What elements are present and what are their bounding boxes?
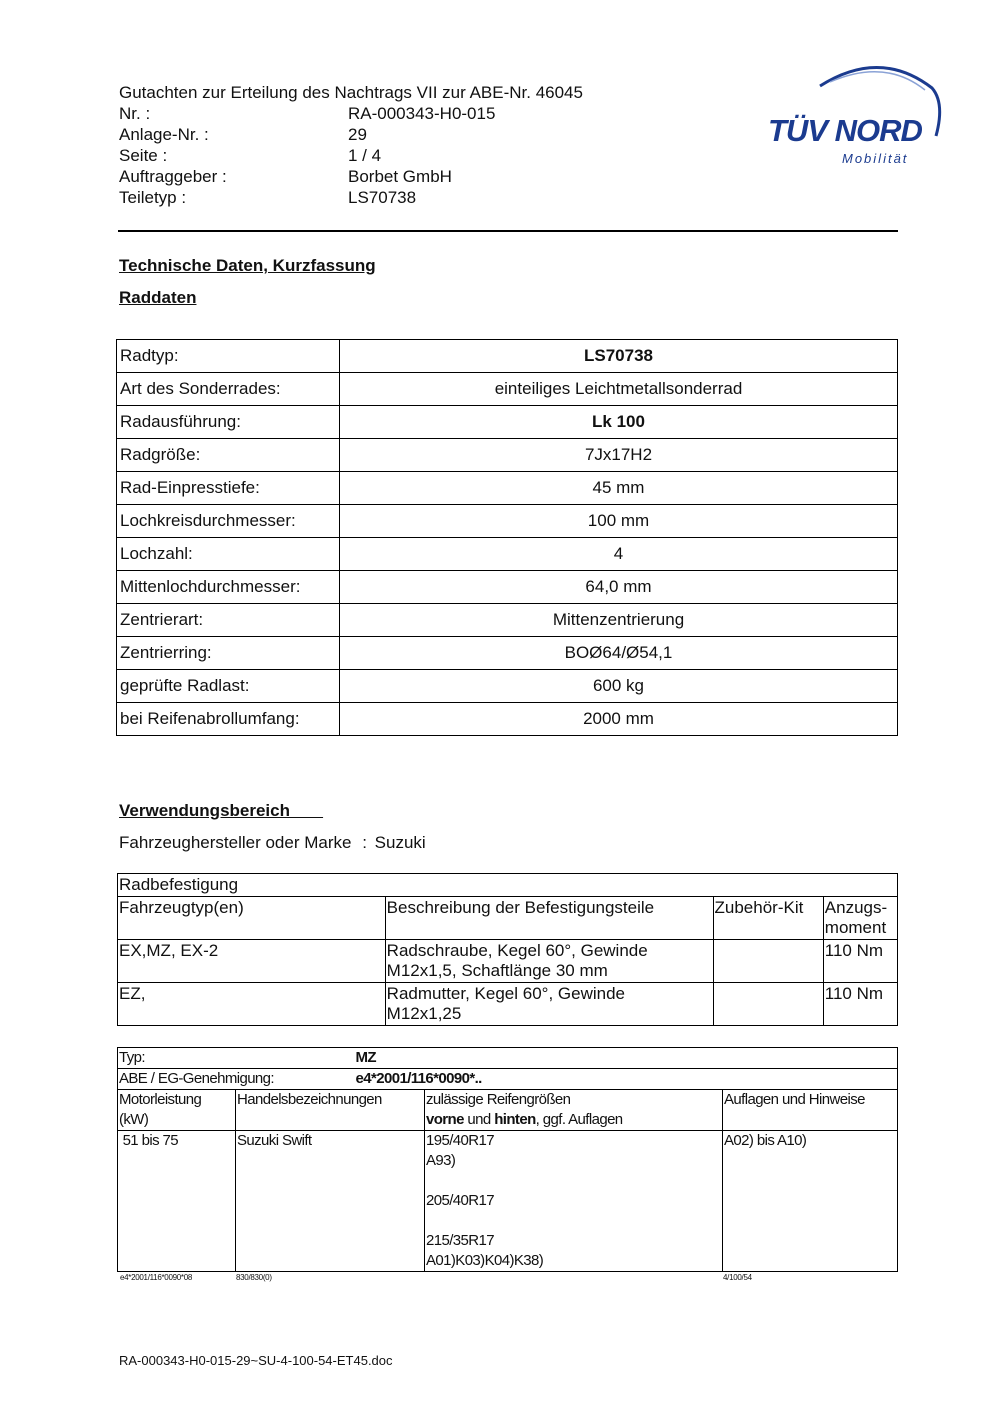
header-field-value: RA-000343-H0-015 bbox=[348, 104, 496, 123]
typ-table bbox=[117, 1047, 898, 1272]
header-field-value: Borbet GmbH bbox=[348, 167, 452, 186]
typ-value: MZ bbox=[236, 1048, 898, 1069]
raddaten-label: Lochkreisdurchmesser: bbox=[117, 505, 340, 538]
logo-wordmark: TÜV NORD bbox=[768, 113, 922, 148]
document-title: Gutachten zur Erteilung des Nachtrags VII zur ABE-Nr. 46045 bbox=[119, 83, 583, 102]
raddaten-row bbox=[117, 373, 898, 406]
row-handelsbezeichnung: Suzuki Swift bbox=[236, 1131, 425, 1272]
hersteller-separator: : bbox=[362, 833, 367, 852]
radbefestigung-title: Radbefestigung bbox=[118, 874, 898, 897]
raddaten-label: Mittenlochdurchmesser: bbox=[117, 571, 340, 604]
raddaten-row bbox=[117, 406, 898, 439]
raddaten-value: 7Jx17H2 bbox=[340, 439, 898, 472]
header-motorleistung: Motorleistung (kW) bbox=[118, 1090, 236, 1131]
header-reifengroessen: zulässige Reifengrößen vorne und hinten, ggf. Auflagen bbox=[425, 1090, 723, 1131]
radbefestigung-header: Fahrzeugtyp(en) bbox=[118, 897, 386, 940]
raddaten-label: Radgröße: bbox=[117, 439, 340, 472]
abe-label: ABE / EG-Genehmigung: bbox=[118, 1069, 425, 1090]
raddaten-row bbox=[117, 637, 898, 670]
header-field-label: Nr. : bbox=[119, 104, 151, 123]
radbefestigung-cell: Radschraube, Kegel 60°, Gewinde M12x1,5, Schaftlänge 30 mm bbox=[385, 940, 713, 983]
logo-subtitle: Mobilität bbox=[842, 151, 909, 166]
raddaten-row bbox=[117, 538, 898, 571]
section-raddaten: Raddaten bbox=[119, 288, 197, 307]
raddaten-row bbox=[117, 604, 898, 637]
radbefestigung-header: Anzugs- moment bbox=[823, 897, 897, 940]
radbefestigung-cell: EX,MZ, EX-2 bbox=[118, 940, 386, 983]
abe-value: e4*2001/116*0090*.. bbox=[425, 1069, 898, 1090]
raddaten-row bbox=[117, 472, 898, 505]
raddaten-label: Zentrierring: bbox=[117, 637, 340, 670]
raddaten-label: Lochzahl: bbox=[117, 538, 340, 571]
hersteller-label: Fahrzeughersteller oder Marke bbox=[119, 833, 352, 852]
raddaten-row bbox=[117, 670, 898, 703]
footnote-approval: e4*2001/116*0090*08 bbox=[120, 1273, 193, 1282]
radbefestigung-row bbox=[118, 940, 898, 983]
section-verwendungsbereich: Verwendungsbereich bbox=[119, 801, 290, 820]
raddaten-value: einteiliges Leichtmetallsonderrad bbox=[340, 373, 898, 406]
raddaten-label: Rad-Einpresstiefe: bbox=[117, 472, 340, 505]
raddaten-value: 4 bbox=[340, 538, 898, 571]
header-field-label: Seite : bbox=[119, 146, 168, 165]
row-motorleistung: 51 bis 75 bbox=[118, 1131, 236, 1272]
radbefestigung-cell bbox=[713, 983, 823, 1026]
header-field-value: LS70738 bbox=[348, 188, 417, 207]
raddaten-value: 64,0 mm bbox=[340, 571, 898, 604]
header-field-label: Teiletyp : bbox=[119, 188, 187, 207]
hersteller-value: Suzuki bbox=[374, 833, 426, 852]
raddaten-value: LS70738 bbox=[340, 340, 898, 373]
raddaten-value: 100 mm bbox=[340, 505, 898, 538]
raddaten-row bbox=[117, 505, 898, 538]
radbefestigung-row bbox=[118, 983, 898, 1026]
hersteller-line bbox=[119, 832, 426, 853]
raddaten-label: Zentrierart: bbox=[117, 604, 340, 637]
raddaten-value: BOØ64/Ø54,1 bbox=[340, 637, 898, 670]
header-field-label: Auftraggeber : bbox=[119, 167, 227, 186]
raddaten-label: Art des Sonderrades: bbox=[117, 373, 340, 406]
section-technische-daten: Technische Daten, Kurzfassung bbox=[119, 256, 376, 275]
tuev-nord-logo bbox=[760, 58, 945, 173]
raddaten-row bbox=[117, 571, 898, 604]
raddaten-row bbox=[117, 340, 898, 373]
radbefestigung-cell: 110 Nm bbox=[823, 983, 897, 1026]
raddaten-value: 45 mm bbox=[340, 472, 898, 505]
header-field-value: 1 / 4 bbox=[348, 146, 382, 165]
radbefestigung-cell bbox=[713, 940, 823, 983]
raddaten-row bbox=[117, 703, 898, 736]
raddaten-value: 2000 mm bbox=[340, 703, 898, 736]
footer-filename: RA-000343-H0-015-29~SU-4-100-54-ET45.doc bbox=[119, 1353, 393, 1368]
radbefestigung-cell: 110 Nm bbox=[823, 940, 897, 983]
header-field-value: 29 bbox=[348, 125, 367, 144]
radbefestigung-table bbox=[117, 873, 898, 1026]
raddaten-label: Radtyp: bbox=[117, 340, 340, 373]
footnote-code: 830/830(0) bbox=[236, 1273, 272, 1282]
radbefestigung-header: Beschreibung der Befestigungsteile bbox=[385, 897, 713, 940]
raddaten-value: 600 kg bbox=[340, 670, 898, 703]
raddaten-value: Mittenzentrierung bbox=[340, 604, 898, 637]
header-field-label: Anlage-Nr. : bbox=[119, 125, 209, 144]
raddaten-label: bei Reifenabrollumfang: bbox=[117, 703, 340, 736]
header-handelsbezeichnungen: Handelsbezeichnungen bbox=[236, 1090, 425, 1131]
raddaten-row bbox=[117, 439, 898, 472]
row-reifengroessen: 195/40R17 A93) 205/40R17 215/35R17 A01)K03)K04)K38) bbox=[425, 1131, 723, 1272]
typ-label: Typ: bbox=[118, 1048, 236, 1069]
raddaten-table bbox=[116, 339, 898, 736]
raddaten-label: Radausführung: bbox=[117, 406, 340, 439]
header-divider bbox=[118, 230, 898, 232]
raddaten-value: Lk 100 bbox=[340, 406, 898, 439]
row-auflagen: A02) bis A10) bbox=[723, 1131, 898, 1272]
raddaten-label: geprüfte Radlast: bbox=[117, 670, 340, 703]
radbefestigung-header: Zubehör-Kit bbox=[713, 897, 823, 940]
header-auflagen: Auflagen und Hinweise bbox=[723, 1090, 898, 1131]
footnote-ref: 4/100/54 bbox=[723, 1273, 752, 1282]
radbefestigung-cell: EZ, bbox=[118, 983, 386, 1026]
radbefestigung-cell: Radmutter, Kegel 60°, Gewinde M12x1,25 bbox=[385, 983, 713, 1026]
